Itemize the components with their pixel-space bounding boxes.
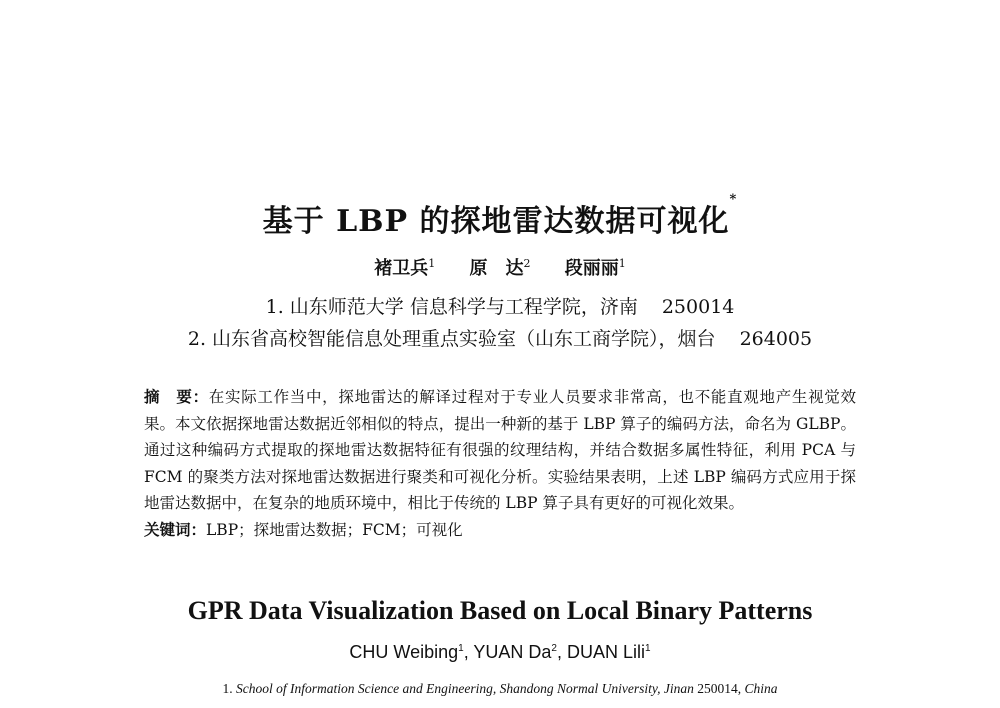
author-en-separator: , xyxy=(463,642,474,662)
author-cn xyxy=(470,258,531,279)
author-en-name: CHU Weibing xyxy=(349,642,459,662)
affiliation-en-number: 1. xyxy=(222,681,233,696)
paper-title-en: GPR Data Visualization Based on Local Binary Patterns xyxy=(187,596,813,625)
author-en-sup: 2 xyxy=(551,643,557,654)
author-cn-sup: 1 xyxy=(428,257,436,270)
affiliation-cn-text: 1. 山东师范大学 信息科学与工程学院，济南 xyxy=(265,296,638,318)
author-cn xyxy=(565,258,626,279)
abstract-block xyxy=(144,384,856,544)
affiliation-cn-postcode: 264005 xyxy=(739,328,813,350)
author-en-separator: , xyxy=(556,642,567,662)
author-en-name: YUAN Da xyxy=(473,642,552,662)
affiliation-en-country: China xyxy=(744,681,778,696)
authors-cn xyxy=(0,254,1000,280)
affiliation-en-postcode: 250014, xyxy=(697,681,742,696)
affiliation-cn-text: 2. 山东省高校智能信息处理重点实验室（山东工商学院），烟台 xyxy=(187,328,716,350)
abstract-label: 摘 要： xyxy=(144,387,209,406)
authors-en xyxy=(0,642,1000,663)
author-cn-name: 原 达 xyxy=(469,258,524,279)
title-cn-text: 基于 LBP 的探地雷达数据可视化 xyxy=(262,204,730,239)
paper-title-cn xyxy=(0,192,1000,240)
abstract-text: 在实际工作当中，探地雷达的解译过程对于专业人员要求非常高，也不能直观地产生视觉效果。本文依据探地雷达数据近邻相似的特点，提出一种新的基于 LBP 算子的编码方法，命名为 GLBP。通过这种编码方式提取的探地雷达数据特征有很强的纹理结构，并结合数据多属性特征，利用 PCA 与 FCM 的聚类方法对探地雷达数据进行聚类和可视化分析。实验结果表明，上述 LBP 编码方式应用于探地雷达数据中，在复杂的地质环境中，相比于传统的 LBP 算子具有更好的可视化效果。 xyxy=(144,388,856,513)
title-footnote-mark: * xyxy=(729,192,738,207)
author-en xyxy=(349,642,473,662)
author-en xyxy=(567,642,651,662)
affiliation-cn-2 xyxy=(0,324,1000,351)
author-cn-name: 褚卫兵 xyxy=(374,258,429,279)
affiliation-cn-1 xyxy=(0,292,1000,319)
affiliation-cn-postcode: 250014 xyxy=(661,296,735,318)
author-cn-sup: 2 xyxy=(523,257,531,270)
keywords-label: 关键词： xyxy=(144,519,207,539)
keywords-text: LBP；探地雷达数据；FCM；可视化 xyxy=(206,520,463,539)
author-en-sup: 1 xyxy=(645,643,651,654)
author-en-sup: 1 xyxy=(458,643,464,654)
keywords-line xyxy=(144,517,856,544)
author-en xyxy=(473,642,567,662)
affiliation-en-text: School of Information Science and Engineering, Shandong Normal University, Jinan xyxy=(236,681,694,696)
abstract-paragraph xyxy=(144,384,856,517)
affiliation-en xyxy=(0,681,1000,697)
author-cn-sup: 1 xyxy=(618,257,626,270)
author-cn xyxy=(374,258,435,279)
author-cn-name: 段丽丽 xyxy=(564,258,619,279)
author-en-name: DUAN Lili xyxy=(566,642,645,662)
